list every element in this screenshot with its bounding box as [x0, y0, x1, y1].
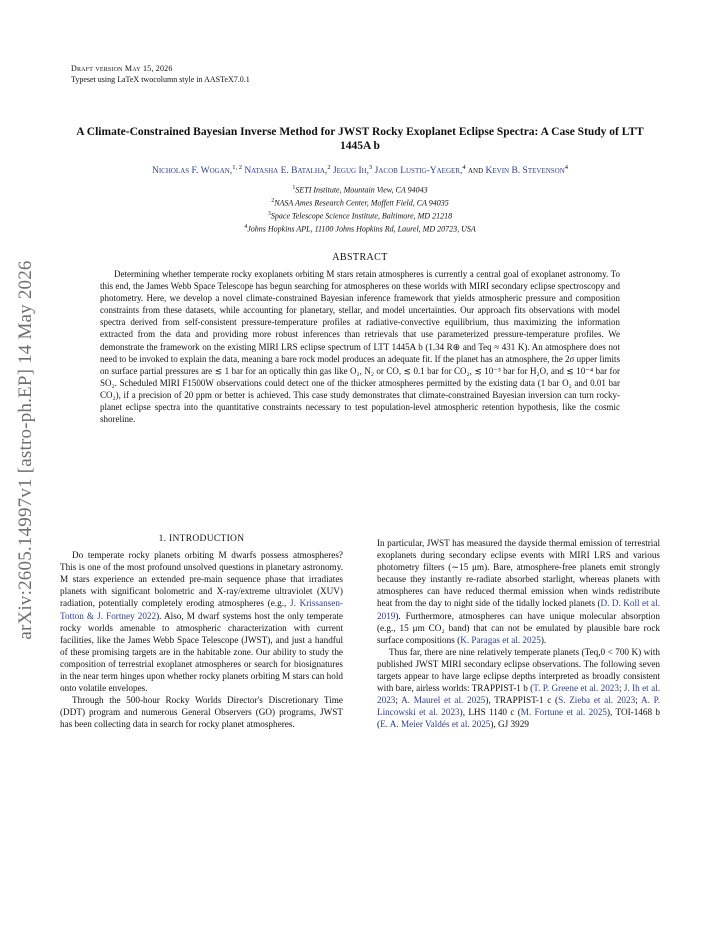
- right-column: [377, 537, 660, 731]
- affiliation-text: Space Telescope Science Institute, Baltimore, MD 21218: [270, 211, 453, 221]
- citation-link[interactable]: K. Paragas et al. 2025: [460, 634, 541, 645]
- author-affiliation-mark: 3: [369, 164, 373, 171]
- body-text: ), TOI-1468 b (: [377, 707, 660, 730]
- author-affiliation-mark: 1, 2: [232, 164, 242, 171]
- intro-paragraph-2: Through the 500-hour Rocky Worlds Director's Discretionary Time (DDT) program and numerous General Observers (GO) programs, JWST has been collecting data in search for rocky planet atmospheres.: [60, 695, 343, 730]
- citation-link[interactable]: E. A. Meier Valdés et al. 2025: [380, 719, 491, 730]
- draft-version-line: Draft version May 15, 2026: [71, 64, 173, 73]
- citation-link[interactable]: A. P. Lincowski et al. 2023: [377, 695, 661, 718]
- author-affiliation-mark: 4: [462, 164, 466, 171]
- affiliation-line: [60, 196, 660, 209]
- body-text: ;: [635, 695, 641, 706]
- affiliation-line: [60, 209, 660, 222]
- author-name: Jegug Ih,: [332, 166, 370, 177]
- abstract: [100, 268, 620, 425]
- affiliation-number: 3: [267, 211, 271, 218]
- affiliation-text: SETI Institute, Mountain View, CA 94043: [295, 185, 428, 195]
- affiliation-text: Johns Hopkins APL, 11100 Johns Hopkins Rd, Laurel, MD 20723, USA: [247, 225, 476, 235]
- body-text: ).: [540, 634, 547, 645]
- citation-link[interactable]: J. Krissansen-Totton & J. Fortney 2022: [60, 598, 343, 621]
- author-name: Natasha E. Batalha,: [244, 166, 328, 177]
- author-name: Nicholas F. Wogan,: [151, 166, 233, 177]
- body-text: ). Furthermore, atmospheres can have unique molecular absorption (e.g., 15 μm CO₂ band) that can not be emulated by plausible bare rock surface compositions (: [377, 610, 660, 645]
- author-name: Jacob Lustig-Yaeger,: [374, 166, 463, 177]
- affiliation-number: 2: [271, 198, 275, 205]
- citation-link[interactable]: D. D. Koll et al. 2019: [377, 598, 660, 621]
- affiliation-list: [60, 183, 660, 236]
- affiliation-line: [60, 183, 660, 196]
- citation-link[interactable]: A. Maurel et al. 2025: [401, 695, 486, 706]
- arxiv-margin-stamp: [6, 230, 46, 670]
- affiliation-text: NASA Ames Research Center, Moffett Field, CA 94035: [274, 198, 449, 208]
- body-text: ), LHS 1140 c (: [459, 707, 521, 718]
- body-text: ), TRAPPIST-1 c (: [485, 695, 559, 706]
- abstract-heading: ABSTRACT: [332, 252, 388, 263]
- affiliation-number: 1: [292, 185, 296, 191]
- body-text: Do temperate rocky planets orbiting M dwarfs possess atmospheres? This is one of the most profound unsolved questions in planetary astronomy. M stars experience an extended pre-main sequence phase that irradiates planets with significant bolometric and X-ray/extreme ultraviolet (XUV) radiation, potentially completely eroding atmospheres (e.g.,: [60, 550, 343, 609]
- intro-paragraph-3: [377, 537, 660, 646]
- body-text: Thus far, there are nine relatively temperate planets (Teq,0 < 700 K) with published JWST MIRI secondary eclipse observations. The following seven targets appear to have large eclipse depths interpreted as broadly consistent with bare, airless worlds: TRAPPIST-1 b (: [377, 646, 660, 694]
- paper-title: A Climate-Constrained Bayesian Inverse Method for JWST Rocky Exoplanet Eclipse Spectra: A Case Study of LTT 1445A b: [76, 126, 644, 152]
- citation-link[interactable]: T. P. Greene et al. 2023: [533, 683, 619, 694]
- draft-header: [71, 63, 250, 85]
- author-conjunction: and: [467, 166, 484, 177]
- section-heading-introduction: 1. INTRODUCTION: [158, 534, 245, 544]
- affiliation-number: 4: [244, 224, 248, 231]
- body-text: ). Also, M dwarf systems host the only temperate rocky worlds amenable to atmospheric characterization with current facilities, like the James Webb Space Telescope (JWST), and just a handful of these promising targets are in the habitable zone. Our ability to study the composition of terrestrial exoplanet atmospheres or search for biosignatures in the near term hinges upon whether rocky planets orbiting M stars can hold onto volatile envelopes.: [60, 610, 343, 694]
- citation-link[interactable]: M. Fortune et al. 2025: [520, 707, 608, 718]
- body-text: ;: [395, 695, 402, 706]
- arxiv-identifier: arXiv:2605.14997v1 [astro-ph.EP] 14 May 2026: [15, 260, 36, 640]
- author-affiliation-mark: 2: [327, 164, 331, 171]
- body-text: ), GJ 3929: [490, 719, 529, 730]
- abstract-text: Determining whether temperate rocky exoplanets orbiting M stars retain atmospheres is currently a central goal of exoplanet astronomy. To this end, the James Webb Space Telescope has begun searching for atmospheres on these worlds with MIRI secondary eclipse spectroscopy and photometry. Here, we develop a novel climate-constrained Bayesian inference framework that yields atmospheric pressure and composition constraints from these datasets, while accounting for planetary, stellar, and model uncertainties. Our approach fits observations with model spectra derived from self-consistent pressure-temperature profiles at radiative-convective equilibrium, thus maximizing the information extracted from the data and providing more robust inferences than retrievals that use parameterized pressure-temperature profiles. We demonstrate the framework on the existing MIRI LRS eclipse spectrum of LTT 1445A b (1.34 R⊕ and Teq ≈ 431 K). An atmosphere does not need to be invoked to explain the data, meaning a bare rock model produces an adequate fit. If the planet has an atmosphere, the 2σ upper limits on surface partial pressures are ≲ 1 bar for an optically thin gas like O₂, N₂ or CO, ≲ 0.1 bar for CO₂, ≲ 10⁻³ bar for H₂O, and ≲ 10⁻⁴ bar for SO₂. Scheduled MIRI F1500W observations could detect one of the thicker atmospheres permitted by the existing data (1 bar O₂ and 0.01 bar CO₂), if a precision of 20 ppm or better is achieved. This case study demonstrates that climate-constrained Bayesian inversion can turn rocky-planet eclipse spectra into the quantitative constraints necessary to test population-level atmospheric retention hypothesis, like the cosmic shoreline.: [100, 269, 620, 425]
- body-text: ;: [618, 683, 624, 694]
- citation-link[interactable]: S. Zieba et al. 2023: [558, 695, 636, 706]
- typeset-line: Typeset using LaTeX twocolumn style in AASTeX7.0.1: [71, 75, 250, 84]
- author-list: [60, 164, 660, 176]
- affiliation-line: [60, 222, 660, 235]
- citation-link[interactable]: J. Ih et al. 2023: [377, 683, 660, 706]
- author-affiliation-mark: 4: [564, 164, 569, 171]
- intro-paragraph-1: [60, 549, 343, 694]
- intro-paragraph-4: [377, 646, 660, 731]
- left-column: [60, 533, 343, 731]
- body-text: In particular, JWST has measured the dayside thermal emission of terrestrial exoplanets during secondary eclipse events with MIRI LRS and various photometry filters (∼15 μm). Bare, atmosphere-free planets emit strongly because they instantly re-radiate absorbed starlight, whereas planets with atmospheres can have reduced thermal emission when winds redistribute heat from the day to night side of the tidally locked planets (: [377, 538, 660, 609]
- author-name: Kevin B. Stevenson: [485, 166, 565, 177]
